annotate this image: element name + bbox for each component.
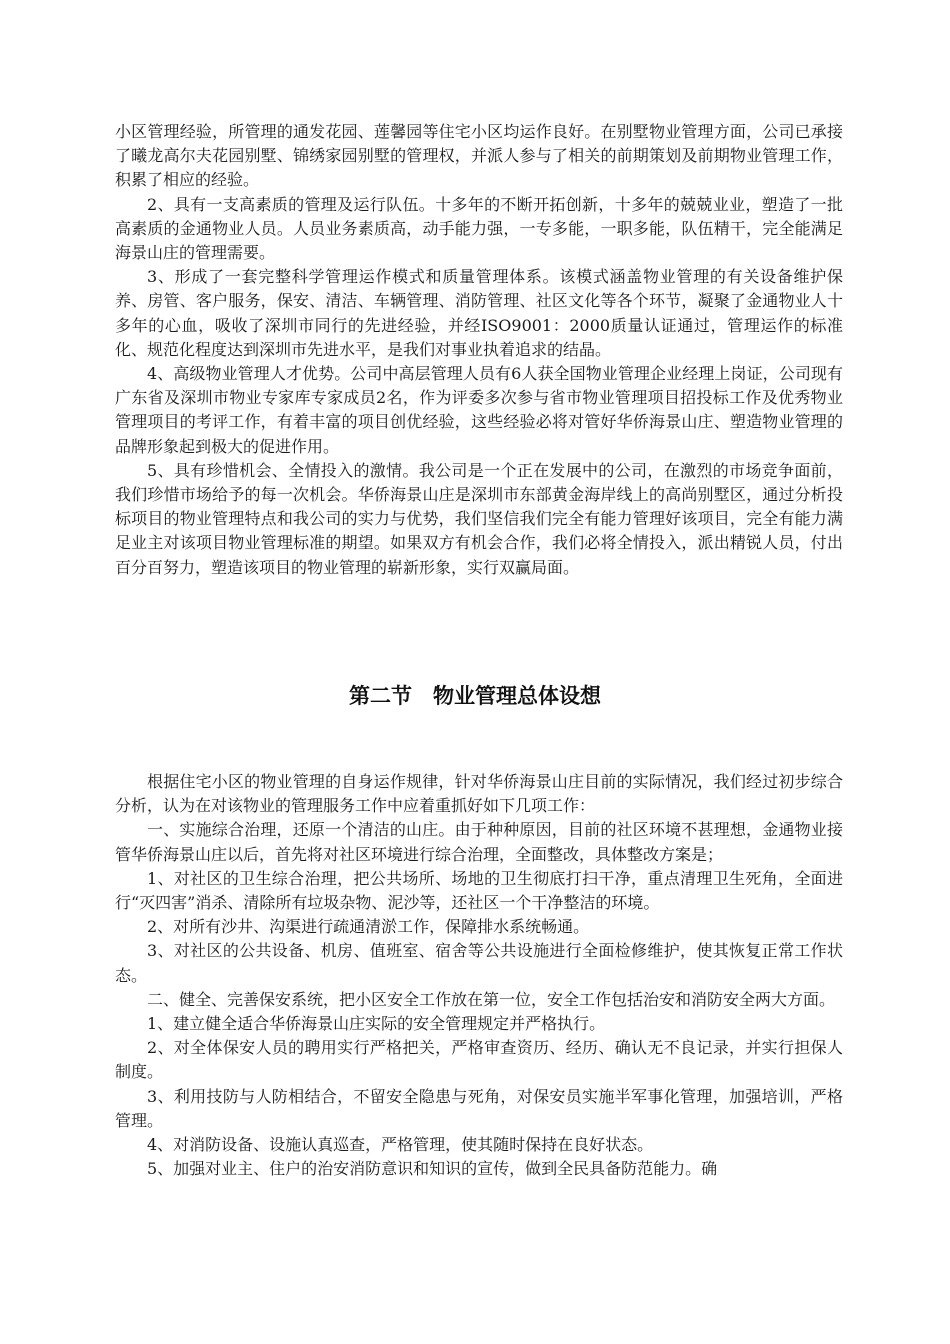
paragraph: 4、对消防设备、设施认真巡查，严格管理，使其随时保持在良好状态。: [147, 1135, 654, 1155]
paragraph: 小区管理经验，所管理的通发花园、莲馨园等住宅小区均运作良好。在别墅物业管理方面，公司已承接了曦龙高尔夫花园别墅、锦绣家园别墅的管理权，并派人参与了相关的前期策划及前期物业管理工作，积累了相应的经验。: [115, 122, 843, 190]
paragraph: 二、健全、完善保安系统，把小区安全工作放在第一位，安全工作包括治安和消防安全两大方面。: [147, 989, 836, 1009]
paragraph: 3、利用技防与人防相结合，不留安全隐患与死角，对保安员实施半军事化管理，加强培训，严格管理。: [115, 1086, 843, 1130]
paragraph: 1、对社区的卫生综合治理，把公共场所、场地的卫生彻底打扫干净，重点清理卫生死角，全面进行“灭四害”消杀、清除所有垃圾杂物、泥沙等，还社区一个干净整洁的环境。: [115, 868, 843, 913]
paragraph: 2、对全体保安人员的聘用实行严格把关，严格审查资历、经历、确认无不良记录，并实行担保人制度。: [115, 1038, 843, 1082]
paragraph: 1、建立健全适合华侨海景山庄实际的安全管理规定并严格执行。: [147, 1014, 606, 1034]
paragraph: 2、具有一支高素质的管理及运行队伍。十多年的不断开拓创新，十多年的兢兢业业，塑造了一批高素质的金通物业人员。人员业务素质高，动手能力强，一专多能，一职多能，队伍精干，完全能满足海景山庄的管理需要。: [115, 194, 843, 263]
paragraph: 5、加强对业主、住户的治安消防意识和知识的宣传，做到全民具备防范能力。确: [147, 1159, 718, 1179]
section-title: 第二节 物业管理总体设想: [349, 684, 601, 708]
paragraph: 3、形成了一套完整科学管理运作模式和质量管理体系。该模式涵盖物业管理的有关设备维护保养、房管、客户服务，保安、清洁、车辆管理、消防管理、社区文化等各个环节，凝聚了金通物业人十多年的心血，吸收了深圳市同行的先进经验，并经ISO9001：2000质量认证通过，管理运作的标准化、规范化程度达到深圳市先进水平，是我们对事业执着追求的结晶。: [115, 267, 843, 359]
paragraph: 4、高级物业管理人才优势。公司中高层管理人员有6人获全国物业管理企业经理上岗证，公司现有广东省及深圳市物业专家库专家成员2名，作为评委多次参与省市物业管理项目招投标工作及优秀物业管理项目的考评工作，有着丰富的项目创优经验，这些经验必将对管好华侨海景山庄、塑造物业管理的品牌形象起到极大的促进作用。: [115, 364, 843, 456]
bottom-text-block: [115, 770, 843, 1181]
paragraph: 5、具有珍惜机会、全情投入的激情。我公司是一个正在发展中的公司，在激烈的市场竞争面前，我们珍惜市场给予的每一次机会。华侨海景山庄是深圳市东部黄金海岸线上的高尚别墅区，通过分析投标项目的物业管理特点和我公司的实力与优势，我们坚信我们完全有能力管理好该项目，完全有能力满足业主对该项目物业管理标准的期望。如果双方有机会合作，我们必将全情投入，派出精锐人员，付出百分百努力，塑造该项目的物业管理的崭新形象，实行双赢局面。: [115, 460, 843, 577]
paragraph: 3、对社区的公共设备、机房、值班室、宿舍等公共设施进行全面检修维护，使其恢复正常工作状态。: [115, 941, 843, 985]
paragraph: 2、对所有沙井、沟渠进行疏通清淤工作，保障排水系统畅通。: [147, 917, 590, 937]
paragraph: 根据住宅小区的物业管理的自身运作规律，针对华侨海景山庄目前的实际情况，我们经过初步综合分析，认为在对该物业的管理服务工作中应着重抓好如下几项工作：: [115, 772, 843, 816]
top-text-block: [115, 120, 843, 580]
paragraph: 一、实施综合治理，还原一个清洁的山庄。由于种种原因，目前的社区环境不甚理想，金通物业接管华侨海景山庄以后，首先将对社区环境进行综合治理，全面整改，具体整改方案是；: [115, 820, 843, 864]
